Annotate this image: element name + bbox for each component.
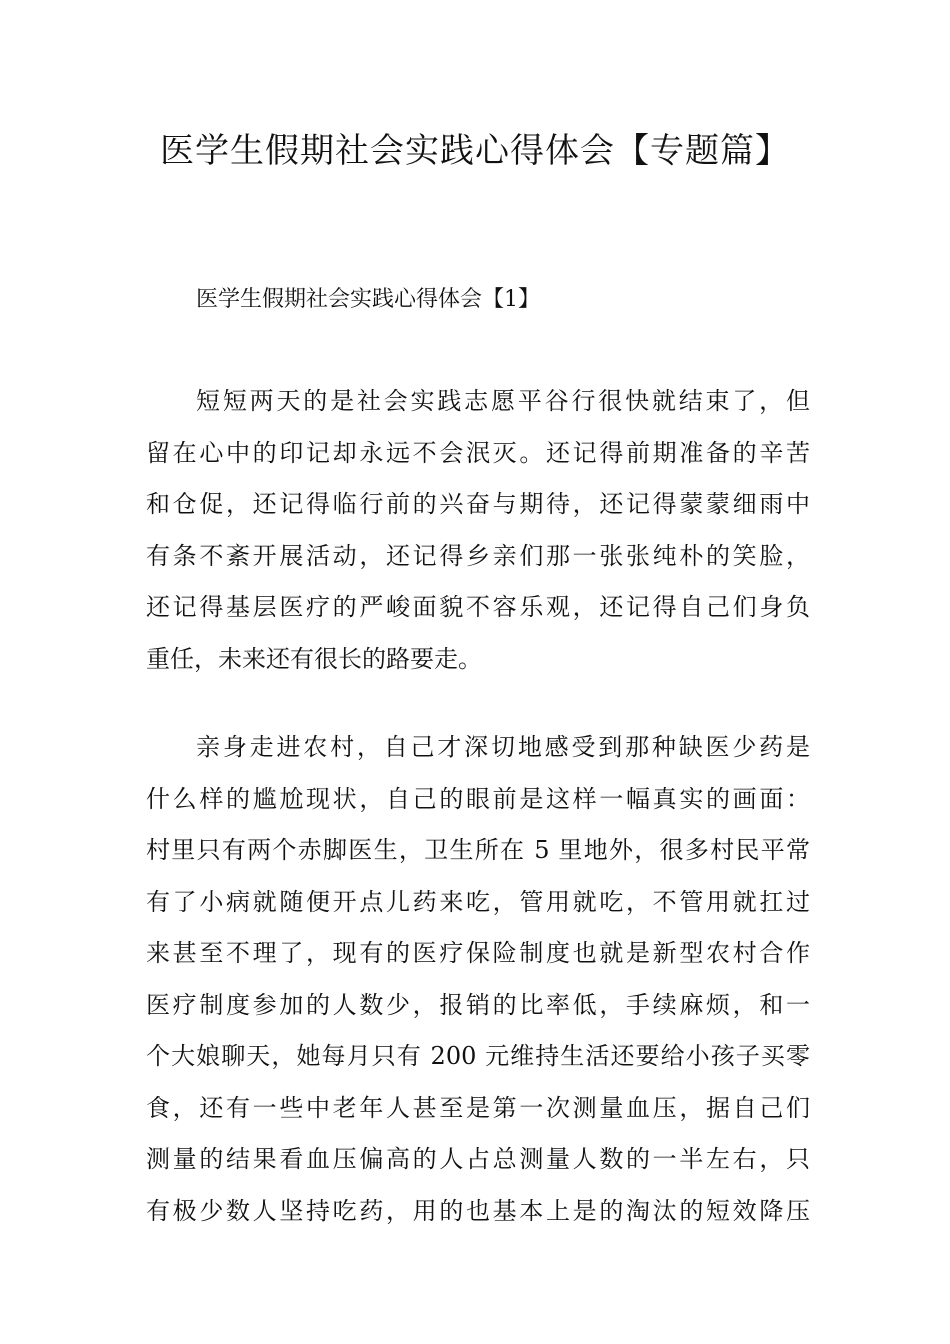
paragraph-line: 来甚至不理了，现有的医疗保险制度也就是新型农村合作 (146, 939, 810, 967)
paragraph-line: 有条不紊开展活动，还记得乡亲们那一张张纯朴的笑脸， (146, 541, 810, 570)
paragraph-line: 亲身走进农村，自己才深切地感受到那种缺医少药是 (196, 733, 810, 761)
document-title: 医学生假期社会实践心得体会【专题篇】 (160, 131, 790, 171)
paragraph-line: 和仓促，还记得临行前的兴奋与期待，还记得蒙蒙细雨中 (146, 490, 810, 518)
paragraph-line: 短短两天的是社会实践志愿平谷行很快就结束了，但 (196, 387, 810, 415)
section-heading: 医学生假期社会实践心得体会【1】 (196, 287, 540, 312)
paragraph-line: 有极少数人坚持吃药，用的也基本上是的淘汰的短效降压 (146, 1196, 810, 1225)
paragraph-line: 医疗制度参加的人数少，报销的比率低，手续麻烦，和一 (146, 990, 810, 1019)
paragraph-2 (146, 722, 810, 1237)
paragraph-line: 重任，未来还有很长的路要走。 (146, 644, 482, 673)
paragraph-line: 个大娘聊天，她每月只有 200 元维持生活还要给小孩子买零 (146, 1042, 810, 1070)
paragraph-line: 留在心中的印记却永远不会泯灭。还记得前期准备的辛苦 (146, 438, 810, 467)
paragraph-line: 什么样的尴尬现状，自己的眼前是这样一幅真实的画面： (146, 784, 810, 813)
paragraph-line: 村里只有两个赤脚医生，卫生所在 5 里地外，很多村民平常 (146, 836, 810, 864)
paragraph-line: 测量的结果看血压偏高的人占总测量人数的一半左右，只 (146, 1145, 810, 1173)
paragraph-line: 还记得基层医疗的严峻面貌不容乐观，还记得自己们身负 (146, 593, 810, 621)
paragraph-line: 食，还有一些中老年人甚至是第一次测量血压，据自己们 (146, 1093, 810, 1122)
paragraph-1 (146, 376, 810, 685)
paragraph-line: 有了小病就随便开点儿药来吃，管用就吃，不管用就扛过 (146, 887, 810, 916)
